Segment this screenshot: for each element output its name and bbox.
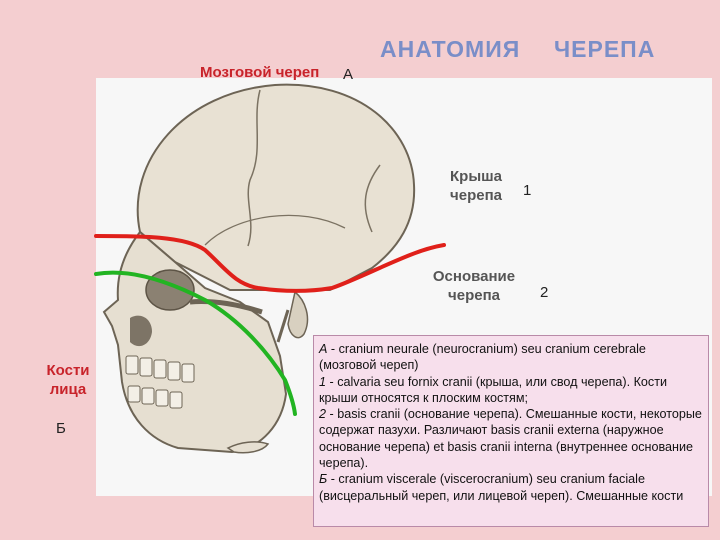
label-face-bones-line1: Кости xyxy=(46,362,90,379)
description-item-2 xyxy=(319,406,702,471)
title-word-anatomy: АНАТОМИЯ xyxy=(380,36,521,62)
description-item-a xyxy=(319,341,702,374)
description-mark-2: 2 xyxy=(319,407,327,422)
description-text-b: - cranium viscerale (viscerocranium) seu cranium faciale (висцеральный череп, или лицевой череп). Смешанные кости xyxy=(319,472,684,503)
label-letter-a: А xyxy=(343,66,354,83)
label-letter-b: Б xyxy=(56,420,66,437)
label-skull-base xyxy=(426,267,522,305)
description-text-a: - cranium neurale (neurocranium) seu cranium cerebrale (мозговой череп) xyxy=(319,342,646,373)
styloid-process xyxy=(278,310,288,342)
label-face-bones-line2: лица xyxy=(49,381,87,398)
description-mark-1: 1 xyxy=(319,374,327,389)
label-skull-roof xyxy=(440,167,512,205)
label-brain-skull: Мозговой череп xyxy=(200,64,320,81)
description-mark-a: А xyxy=(319,342,328,356)
description-box xyxy=(313,335,709,527)
cranium-vault xyxy=(138,85,414,290)
description-text-2: - basis cranii (основание черепа). Смешанные кости, некоторые содержат пазухи. Различают basis cranii externa (наружное основание черепа) et basis cranii interna (внутреннее основание черепа). xyxy=(319,407,702,471)
label-skull-base-line1: Основание xyxy=(432,268,516,285)
title-word-skull: ЧЕРЕПА xyxy=(554,36,656,62)
description-item-1 xyxy=(319,374,702,407)
description-mark-b: Б xyxy=(319,472,328,487)
label-skull-roof-line1: Крыша xyxy=(450,168,502,185)
label-skull-base-line2: черепа xyxy=(448,287,500,304)
description-item-b xyxy=(319,471,702,504)
label-skull-roof-line2: черепа xyxy=(450,187,502,204)
mastoid-process xyxy=(288,292,307,338)
label-number-1: 1 xyxy=(523,182,532,199)
description-text-1: - calvaria seu fornix cranii (крыша, или свод черепа). Кости крыши относятся к плоским костям; xyxy=(319,374,668,405)
label-number-2: 2 xyxy=(540,284,549,301)
label-face-bones xyxy=(40,361,96,399)
